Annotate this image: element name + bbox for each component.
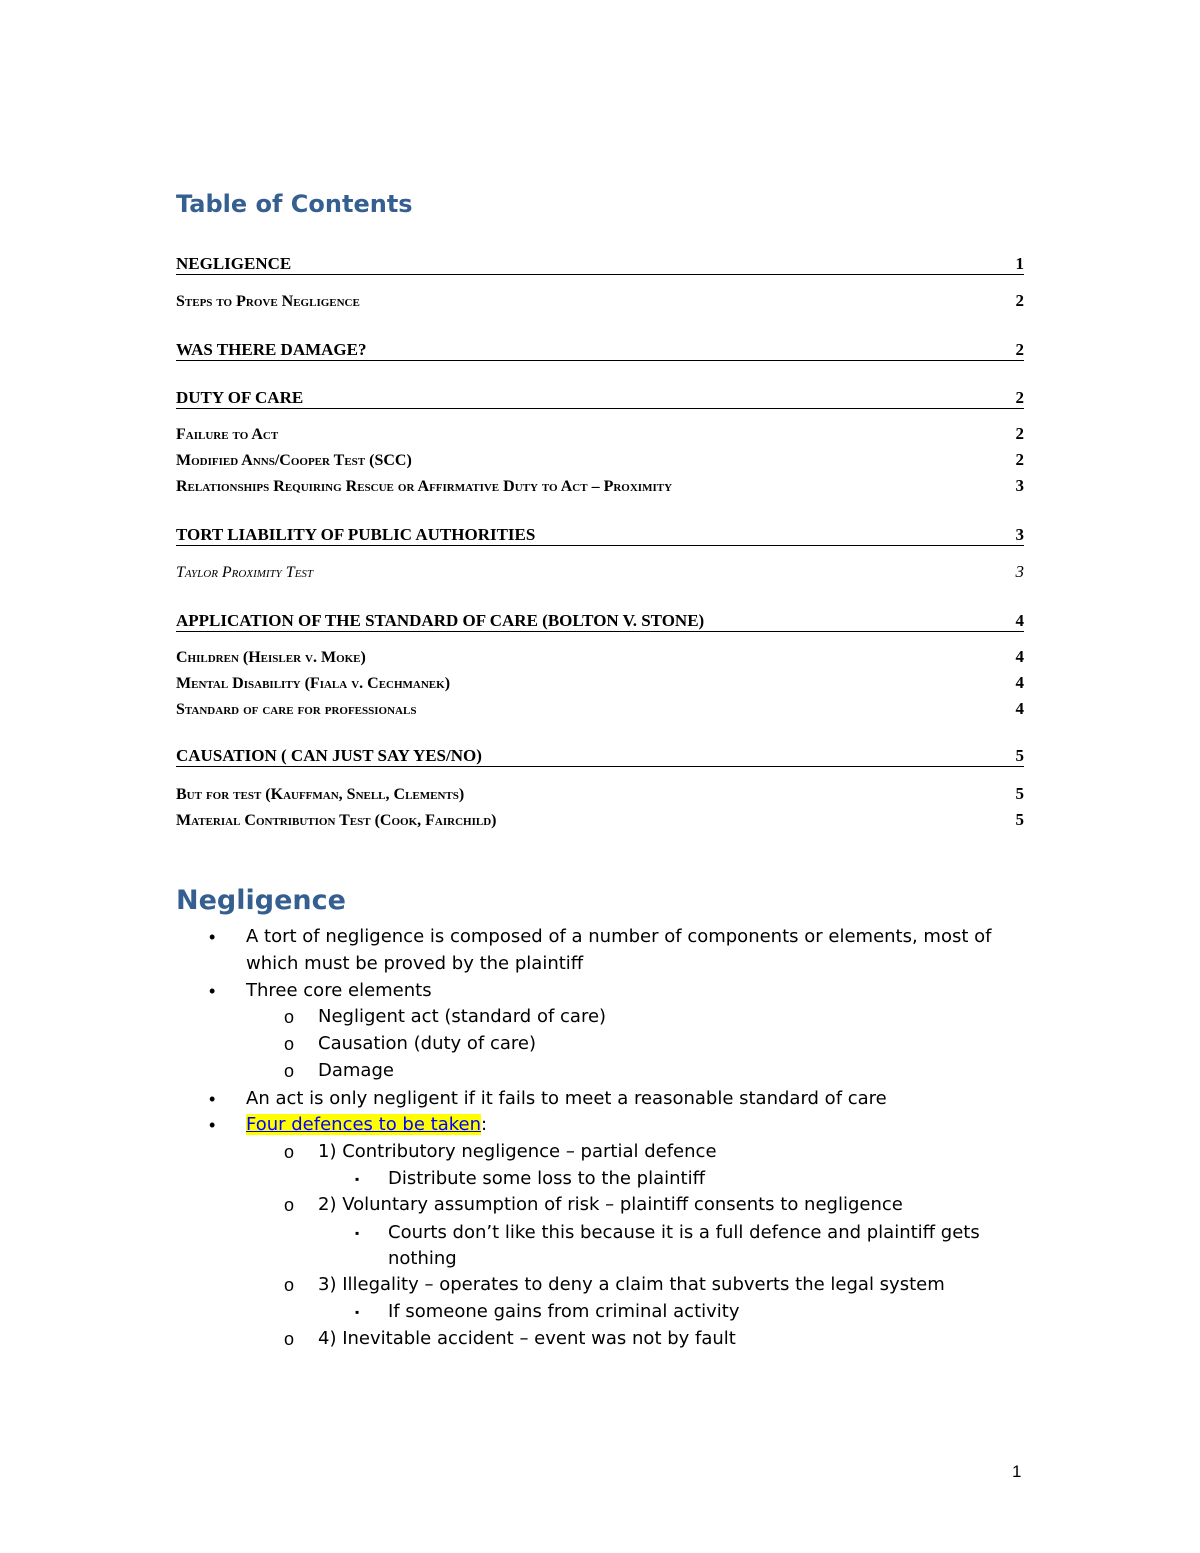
- toc-entry-label: Mental Disability (Fiala v. Cechmanek): [176, 675, 451, 692]
- toc-entry-page: 4: [1015, 647, 1024, 666]
- list-item: 2) Voluntary assumption of risk – plaintiff consents to negligence: [318, 1194, 903, 1215]
- toc-entry-label: Children (Heisler v. Moke): [176, 649, 366, 666]
- toc-entry[interactable]: [176, 562, 1024, 582]
- toc-entry-label: But for test (Kauffman, Snell, Clements): [176, 786, 465, 803]
- toc-entry-label: TORT LIABILITY OF PUBLIC AUTHORITIES: [176, 525, 536, 544]
- toc-entry[interactable]: [176, 746, 1024, 767]
- toc-entry-label: Modified Anns/Cooper Test (SCC): [176, 452, 412, 469]
- toc-entry-label: NEGLIGENCE: [176, 254, 292, 273]
- toc-entry[interactable]: [176, 784, 1024, 804]
- toc-title: Table of Contents: [176, 190, 413, 218]
- list-item: 1) Contributory negligence – partial defence: [318, 1141, 717, 1162]
- toc-entry-label: Standard of care for professionals: [176, 701, 417, 718]
- bullet-disc-icon: •: [209, 927, 216, 947]
- section-heading: Negligence: [176, 885, 346, 916]
- list-item-continuation: nothing: [388, 1248, 457, 1269]
- toc-entry[interactable]: [176, 424, 1024, 444]
- toc-entry-page: 2: [1015, 424, 1024, 443]
- list-item: If someone gains from criminal activity: [388, 1301, 740, 1322]
- toc-entry[interactable]: [176, 673, 1024, 693]
- toc-entry[interactable]: [176, 525, 1024, 546]
- bullet-disc-icon: •: [209, 981, 216, 1001]
- toc-entry-label: DUTY OF CARE: [176, 388, 304, 407]
- bullet-circle-icon: o: [284, 1142, 295, 1162]
- toc-entry[interactable]: [176, 476, 1024, 496]
- list-item: [246, 1112, 487, 1138]
- toc-entry-page: 4: [1015, 611, 1024, 630]
- toc-entry[interactable]: [176, 388, 1024, 409]
- toc-entry[interactable]: [176, 291, 1024, 311]
- toc-entry-page: 5: [1015, 746, 1024, 765]
- bullet-square-icon: ▪: [355, 1305, 360, 1319]
- bullet-square-icon: ▪: [355, 1172, 360, 1186]
- list-item-continuation: which must be proved by the plaintiff: [246, 953, 584, 974]
- bullet-disc-icon: •: [209, 1115, 216, 1135]
- bullet-circle-icon: o: [284, 1329, 295, 1349]
- toc-entry-label: WAS THERE DAMAGE?: [176, 340, 367, 359]
- toc-entry[interactable]: [176, 450, 1024, 470]
- colon-text: :: [481, 1114, 488, 1135]
- toc-entry[interactable]: [176, 647, 1024, 667]
- toc-entry-page: 5: [1015, 784, 1024, 803]
- toc-entry-page: 2: [1015, 388, 1024, 407]
- list-item: A tort of negligence is composed of a number of components or elements, most of: [246, 926, 992, 947]
- toc-entry-page: 5: [1015, 810, 1024, 829]
- toc-entry[interactable]: [176, 810, 1024, 830]
- toc-entry-page: 2: [1015, 340, 1024, 359]
- toc-entry-page: 3: [1015, 525, 1024, 544]
- list-item: Three core elements: [246, 980, 432, 1001]
- bullet-circle-icon: o: [284, 1275, 295, 1295]
- toc-entry[interactable]: [176, 699, 1024, 719]
- list-item: Damage: [318, 1060, 394, 1081]
- bullet-circle-icon: o: [284, 1195, 295, 1215]
- bullet-circle-icon: o: [284, 1007, 295, 1027]
- toc-entry[interactable]: [176, 611, 1024, 632]
- toc-entry[interactable]: [176, 340, 1024, 361]
- toc-entry[interactable]: [176, 254, 1024, 275]
- highlighted-text: Four defences to be taken: [246, 1114, 482, 1135]
- toc-entry-page: 4: [1015, 673, 1024, 692]
- list-item: Distribute some loss to the plaintiff: [388, 1168, 705, 1189]
- toc-entry-label: Relationships Requiring Rescue or Affirmative Duty to Act – Proximity: [176, 478, 673, 495]
- bullet-circle-icon: o: [284, 1034, 295, 1054]
- toc-entry-page: 2: [1015, 450, 1024, 469]
- toc-entry-page: 1: [1015, 254, 1024, 273]
- list-item: An act is only negligent if it fails to meet a reasonable standard of care: [246, 1088, 887, 1109]
- toc-entry-page: 2: [1015, 291, 1024, 310]
- list-item: 4) Inevitable accident – event was not by fault: [318, 1328, 736, 1349]
- list-item: Negligent act (standard of care): [318, 1006, 607, 1027]
- list-item: Causation (duty of care): [318, 1033, 537, 1054]
- toc-entry-label: Failure to Act: [176, 426, 279, 443]
- page-number: 1: [1012, 1462, 1022, 1481]
- toc-entry-label: APPLICATION OF THE STANDARD OF CARE (BOLTON V. STONE): [176, 611, 705, 630]
- toc-entry-label: Material Contribution Test (Cook, Fairchild): [176, 812, 497, 829]
- toc-entry-label: Steps to Prove Negligence: [176, 293, 360, 310]
- list-item: Courts don’t like this because it is a full defence and plaintiff gets: [388, 1222, 980, 1243]
- bullet-square-icon: ▪: [355, 1226, 360, 1240]
- toc-entry-page: 3: [1015, 476, 1024, 495]
- toc-entry-page: 3: [1015, 562, 1024, 581]
- list-item: 3) Illegality – operates to deny a claim that subverts the legal system: [318, 1274, 945, 1295]
- toc-entry-label: Taylor Proximity Test: [176, 564, 314, 581]
- toc-entry-page: 4: [1015, 699, 1024, 718]
- bullet-circle-icon: o: [284, 1061, 295, 1081]
- bullet-disc-icon: •: [209, 1089, 216, 1109]
- toc-entry-label: CAUSATION ( CAN JUST SAY YES/NO): [176, 746, 482, 765]
